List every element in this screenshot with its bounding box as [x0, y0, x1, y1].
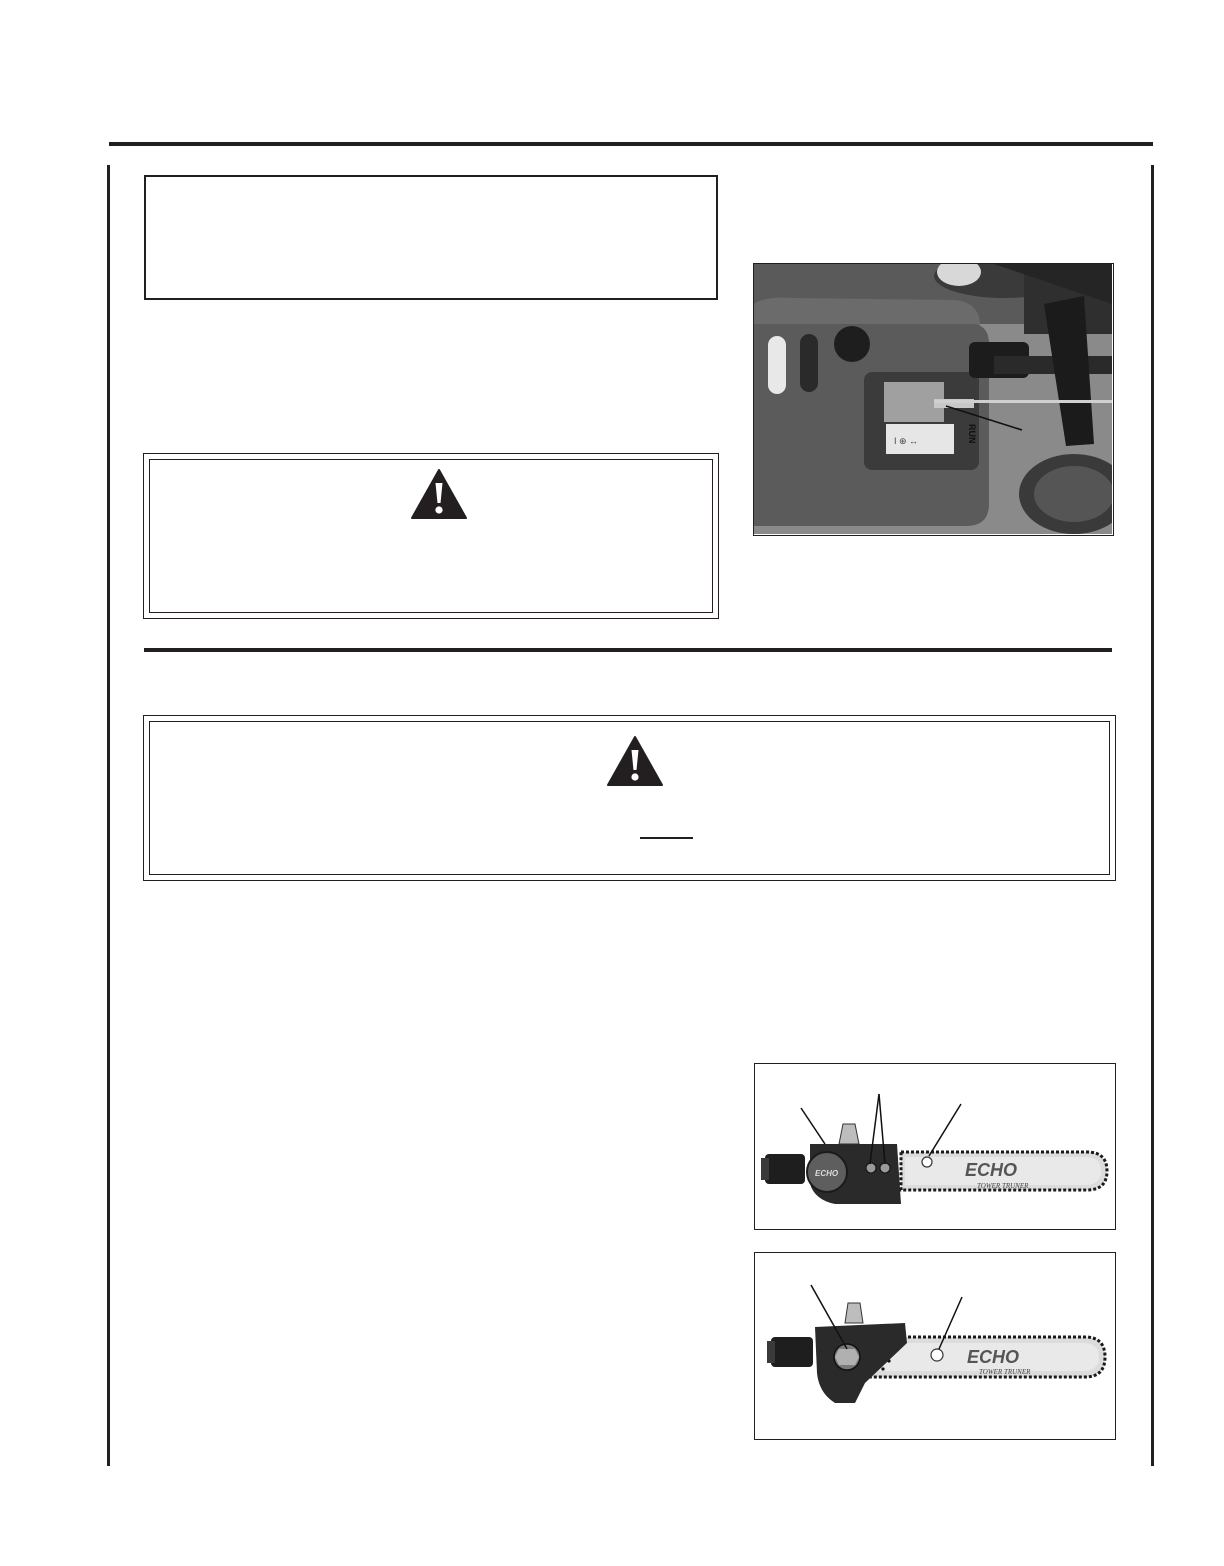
notice-box — [144, 175, 718, 300]
warning-triangle-icon — [410, 468, 468, 520]
pruner-attachment-assembled-photo — [754, 1063, 1116, 1230]
engine-stop-switch-photo — [753, 263, 1114, 536]
left-margin-rule — [107, 165, 110, 1466]
svg-text:TOWER TRUNER: TOWER TRUNER — [977, 1182, 1029, 1190]
svg-text:ECHO: ECHO — [967, 1347, 1020, 1367]
header-rule — [109, 142, 1153, 146]
warning-box-wide — [143, 715, 1116, 881]
warning-box-small — [143, 453, 719, 619]
svg-text:ECHO: ECHO — [815, 1169, 839, 1178]
section-divider-rule — [144, 648, 1112, 652]
svg-text:TOWER TRUNER: TOWER TRUNER — [979, 1368, 1031, 1376]
pruner-attachment-cover-removed-photo — [754, 1252, 1116, 1440]
svg-text:RUN: RUN — [967, 424, 977, 444]
underline-mark — [640, 837, 693, 839]
right-margin-rule — [1151, 165, 1154, 1466]
warning-triangle-icon — [606, 735, 664, 787]
svg-text:I ⊕ ↔: I ⊕ ↔ — [894, 436, 919, 446]
svg-text:ECHO: ECHO — [965, 1160, 1018, 1180]
